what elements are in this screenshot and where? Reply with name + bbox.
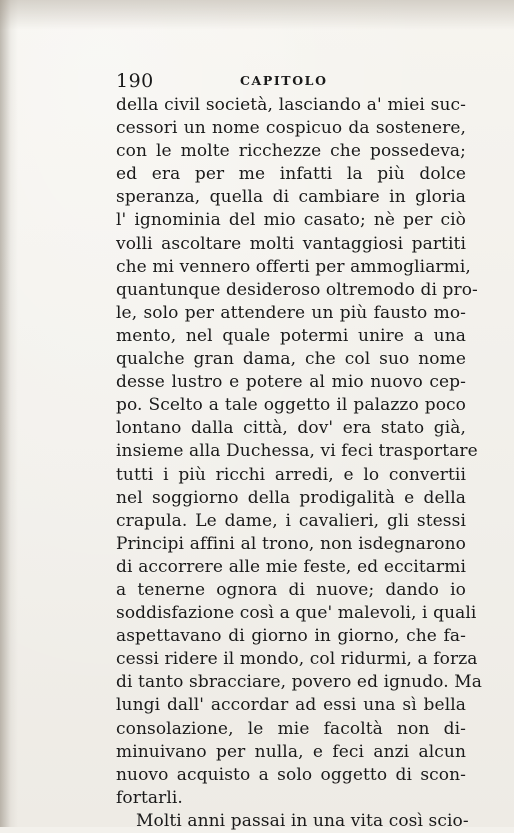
text-line: di tanto sbracciare, povero ed ignudo. Ma bbox=[116, 672, 482, 693]
page-number: 190 bbox=[116, 70, 154, 92]
text-line: le, solo per attendere un più fausto mo- bbox=[116, 302, 466, 323]
text-line: quantunque desideroso oltremodo di pro- bbox=[116, 279, 478, 300]
text-line: soddisfazione così a que' malevoli, i quali bbox=[116, 603, 477, 624]
page-top-shadow bbox=[0, 0, 514, 30]
body-text bbox=[116, 94, 482, 833]
text-line: l' ignominia del mio casato; nè per ciò bbox=[116, 210, 466, 231]
text-line: di accorrere alle mie feste, ed eccitarmi bbox=[116, 556, 466, 577]
text-line: cessi ridere il mondo, col ridurmi, a forza bbox=[116, 649, 478, 670]
text-line: insieme alla Duchessa, vi feci trasportare bbox=[116, 441, 478, 462]
text-line: della civil società, lasciando a' miei suc- bbox=[116, 95, 466, 115]
text-line: tutti i più ricchi arredi, e lo convertii bbox=[116, 464, 466, 485]
text-line: lontano dalla città, dov' era stato già, bbox=[116, 418, 466, 439]
text-line: minuivano per nulla, e feci anzi alcun bbox=[116, 741, 466, 762]
text-line: consolazione, le mie facoltà non di- bbox=[116, 718, 466, 739]
paragraph-start-line: Molti anni passai in una vita così scio- bbox=[136, 810, 469, 831]
text-line: a tenerne ognora di nuove; dando io bbox=[116, 579, 466, 600]
text-line: speranza, quella di cambiare in gloria bbox=[116, 187, 466, 208]
text-line: nel soggiorno della prodigalità e della bbox=[116, 487, 466, 508]
text-line: ed era per me infatti la più dolce bbox=[116, 164, 466, 185]
text-line: lungi dall' accordar ad essi una sì bella bbox=[116, 695, 466, 716]
text-line: che mi vennero offerti per ammogliarmi, bbox=[116, 256, 471, 277]
text-line: mento, nel quale potermi unire a una bbox=[116, 325, 466, 346]
text-line: po. Scelto a tale oggetto il palazzo poco bbox=[116, 395, 466, 416]
text-line: nuovo acquisto a solo oggetto di scon- bbox=[116, 764, 466, 785]
page-edge-shadow bbox=[0, 0, 18, 827]
text-line: cessori un nome cospicuo da sostenere, bbox=[116, 118, 466, 139]
text-line: aspettavano di giorno in giorno, che fa- bbox=[116, 626, 466, 647]
text-line: volli ascoltare molti vantaggiosi partiti bbox=[116, 233, 466, 254]
running-head: CAPITOLO bbox=[240, 73, 328, 88]
text-line: Principi affini al trono, non isdegnarono bbox=[116, 533, 466, 554]
text-line: qualche gran dama, che col suo nome bbox=[116, 349, 466, 370]
text-line: desse lustro e potere al mio nuovo cep- bbox=[116, 372, 466, 393]
page-header bbox=[116, 70, 466, 92]
text-line: con le molte ricchezze che possedeva; bbox=[116, 141, 466, 162]
text-line: crapula. Le dame, i cavalieri, gli stessi bbox=[116, 510, 466, 531]
text-line: fortarli. bbox=[116, 787, 183, 808]
